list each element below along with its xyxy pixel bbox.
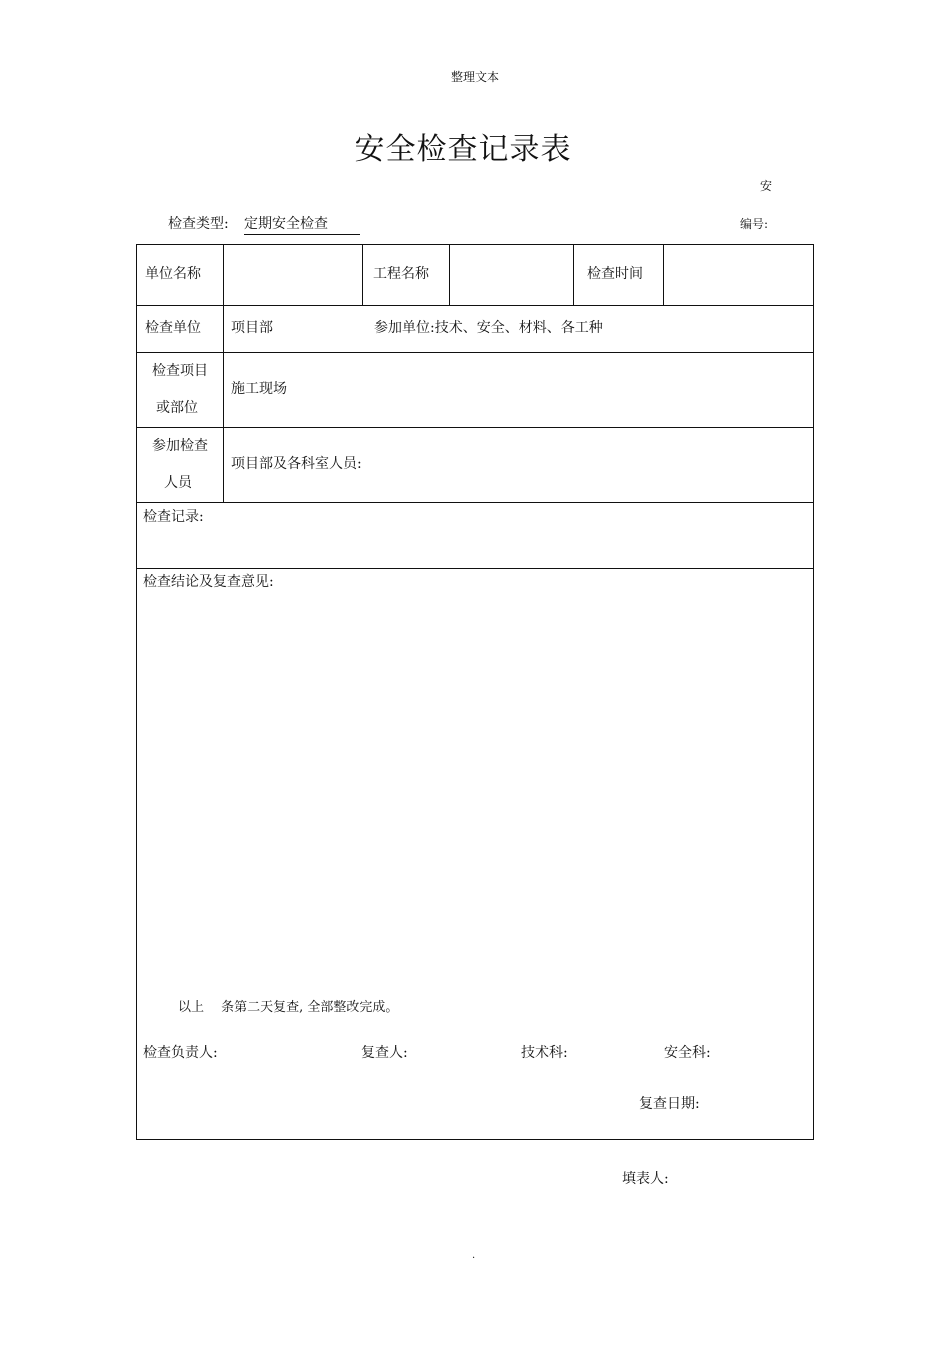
row-divider (137, 568, 813, 569)
column-divider (223, 245, 224, 502)
check-time-label: 检查时间 (587, 266, 643, 282)
safety-dept-label: 安全科: (664, 1045, 711, 1061)
column-divider (449, 245, 450, 305)
check-item-value: 施工现场 (231, 381, 287, 397)
participants-label-line1: 参加检查 (152, 438, 208, 454)
check-unit-value: 项目部 (231, 320, 273, 336)
corner-character: 安 (760, 179, 773, 193)
column-divider (573, 245, 574, 305)
tech-dept-label: 技术科: (521, 1045, 568, 1061)
conclusion-label: 检查结论及复查意见: (143, 574, 274, 590)
review-note: 以上 条第二天复查, 全部整改完成。 (178, 1000, 399, 1015)
check-item-label-line2: 或部位 (156, 400, 198, 416)
inspector-label: 检查负责人: (143, 1045, 218, 1061)
row-divider (137, 305, 813, 306)
number-label: 编号: (740, 217, 769, 231)
inspection-form-table (136, 244, 814, 1140)
column-divider (362, 245, 363, 305)
project-name-label: 工程名称 (373, 266, 429, 282)
form-filler-label: 填表人: (622, 1171, 669, 1187)
check-unit-label: 检查单位 (145, 320, 201, 336)
participants-value: 项目部及各科室人员: (231, 456, 362, 472)
inspection-record-label: 检查记录: (143, 509, 204, 525)
page-header-note: 整理文本 (450, 70, 499, 84)
review-date-label: 复查日期: (639, 1096, 700, 1112)
row-divider (137, 502, 813, 503)
reviewer-label: 复查人: (361, 1045, 408, 1061)
check-type-value: 定期安全检查 (244, 213, 360, 235)
unit-name-label: 单位名称 (145, 266, 201, 282)
row-divider (137, 352, 813, 353)
participants-label-line2: 人员 (164, 475, 192, 491)
check-type-label: 检查类型: (168, 216, 229, 232)
row-divider (137, 427, 813, 428)
column-divider (663, 245, 664, 305)
page-mark: . (472, 1250, 476, 1261)
check-item-label-line1: 检查项目 (152, 363, 208, 379)
participating-units: 参加单位:技术、安全、材料、各工种 (374, 320, 603, 336)
page-title: 安全检查记录表 (354, 132, 572, 167)
